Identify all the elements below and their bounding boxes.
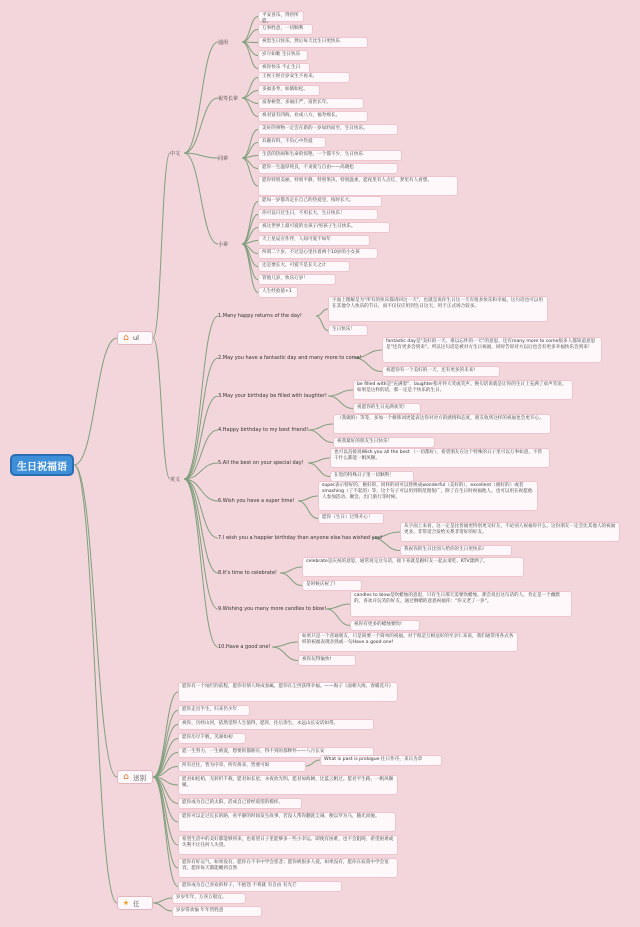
connector-line (184, 479, 218, 609)
list-item: 我祝你的生日比别人给你的生日更快乐! (400, 545, 512, 556)
connector-line (242, 158, 258, 186)
list-item: 祝你有更多的蜡烛要吹! (350, 620, 420, 631)
connector-line (272, 647, 298, 661)
list-item: 美好的事物一定会在新的一岁如约而至，生日快乐。 (258, 124, 398, 135)
group-label[interactable]: 祝寿长辈 (218, 96, 239, 102)
list-item: 愿君如松柏，无转折千载，愿君如长星，永夜放光明。愿君如海阔，比蓝云帆过。愿君平生路，一帆风顺履。 (178, 775, 398, 795)
list-item: 所谓二十岁，不过是心里住着两个10岁的小女孩 (258, 248, 378, 259)
list-item: 愿你有好运气，如果没有，愿你在不幸中学会慈悲；愿你被很多人爱，如果没有，愿你在寂寞中学会宽容，愿你每天都能睡到自然 (178, 858, 398, 878)
branch-ren[interactable] (117, 896, 153, 910)
connector-line (326, 609, 350, 626)
connector-line (153, 777, 178, 887)
list-item: fantastic day是"美好的一天、难以忘怀的一天"的意思，还有many more to come很多人都知道意思是"还有更多会到来"。所以这句话是被对方生日祝福，同时告诉对方以后也会有更多幸福快乐会到来！ (382, 337, 602, 363)
connector-line (153, 898, 172, 903)
connector-line (316, 316, 328, 331)
list-item: 富春树萱，多福庄严，富贵长年。 (258, 98, 364, 109)
connector-line (74, 338, 117, 465)
list-item: 天上星辰应作伴，人间可爱不如年 (258, 235, 370, 246)
list-item: 生日快乐！ (328, 325, 368, 336)
list-item: 愿你可以走过长长的路，看平静的时间发生故事，若没人帮你翻洗尘闹，便以罗为马，随光而驰。 (178, 812, 396, 832)
connector-line (153, 903, 172, 911)
connector-line (280, 573, 302, 586)
connector-line (153, 777, 178, 822)
branch-ul[interactable] (117, 331, 153, 345)
connector-line (280, 567, 302, 573)
connector-line (242, 17, 258, 43)
connector-line (184, 98, 218, 153)
list-item: 祝君富有四海，业成八方，福寿绵长。 (258, 111, 368, 122)
list-item: 祝你，历经山河，依然觉得人生值得，愿你，往后余生，永远山长安话如常。 (178, 719, 374, 730)
list-item: 愿每一岁都奔走在自己的热爱里，按时长大。 (258, 196, 382, 207)
list-item: 祝愿你有一个美好的一天，还有更多的未来! (382, 366, 500, 377)
connector-line (242, 244, 258, 293)
list-item: 愿你成为自己的太阳，活成自己曾经渴望的模样。 (178, 798, 302, 809)
branch-label: 送别 (133, 773, 146, 782)
list-item: 希望生活中的美好都能够到来，也希望日子里能够多一些小幸运。即使有困难，也不会阻碍，希望困难或失利不让任何人失望。 (178, 835, 398, 855)
connector-line (184, 358, 218, 479)
list-item: 所有过往，皆为序章，所有将来，皆要可盼 (178, 761, 306, 772)
list-item: celebrate是庆祝的意思，通常说完这句话，接下来就是跟好友一起去请吃、KTV潇洒了。 (302, 557, 524, 577)
connector-line (242, 202, 258, 245)
connector-line (308, 463, 330, 477)
group-label[interactable]: 8.It's time to celebrate! (218, 570, 277, 576)
connector-line (308, 424, 333, 430)
connector-line (74, 465, 117, 903)
group-label[interactable]: 小辈 (218, 242, 229, 248)
group-label[interactable]: 7.I wish you a happier birthday than anyone else has wished you! (218, 535, 383, 541)
list-item: 管他几岁，快乐万岁！ (258, 274, 336, 285)
note-item: What is past is prologue 往日作序，来日为章 (320, 755, 442, 766)
list-item: 平安喜乐，得偿所愿。 (258, 11, 304, 22)
list-item: 也可以直接说Wish you all the best （一切都好），希望朋友在这个特殊的日子里可以万事如意，不管干什么都能一帆风顺。 (330, 448, 550, 468)
connector-line (184, 479, 218, 647)
connector-line (184, 479, 218, 538)
connector-line (306, 760, 320, 766)
connector-line (153, 338, 170, 479)
star-icon: ★ (122, 899, 130, 907)
connector-line (328, 396, 353, 409)
group-label[interactable]: 1.Many happy returns of the day! (218, 313, 302, 319)
list-item: 你可以只过生日，不用长大，生日快乐！ (258, 209, 378, 220)
list-item: 万事胜意，一切顺利 (258, 24, 313, 35)
connector-line (184, 42, 218, 153)
connector-line (242, 215, 258, 245)
list-item: super表示特好的、极好的，同样的词可以替换成wonderful（美好的），excellent（极好的）或者smashing（了不起的）等，这个句子可以用到的范围很广，除了在生日时祝福他人，也可以用在祝愿他人参加活动、聚会、出门旅行等时候。 (318, 481, 538, 511)
sub-branch-zhongwen[interactable]: 中文 (170, 151, 181, 157)
connector-line (184, 396, 218, 479)
sub-branch-yingwen[interactable]: 英文 (170, 477, 181, 483)
connector-line (242, 42, 258, 56)
list-item: 愿你（生日）过得开心！ (318, 513, 384, 524)
house-icon: ⌂ (123, 772, 129, 782)
list-item: 王侯王侯百岁安生不再来。 (258, 72, 350, 83)
connector-line (153, 153, 170, 338)
list-item: 岁岁年年，万喜万般宜。 (172, 893, 246, 904)
list-item: 字面上理解是为"所有的快乐都请回这一天"，也就是说你生日这一天有很多快乐和幸福。这句话也可以用在其他令人快乐的节日，而不仅仅应用到生日这天。用于正式场合较多。 (328, 296, 548, 322)
list-item: 愿你历尽千帆，笑颜如初 (178, 733, 246, 744)
connector-line (242, 30, 258, 43)
list-item: 愿你成为自己喜欢的样子，不抱怨 不将就 有自由 有光芒 (178, 881, 342, 892)
connector-line (308, 458, 330, 463)
root-node[interactable]: 生日祝福语 (10, 454, 74, 476)
house-icon: ⌂ (123, 333, 129, 343)
list-item: 多福多寿，如鹤如松。 (258, 85, 320, 96)
list-item: 愿你特别美丽，特别平静，特别果决，特别温柔，愿夜里有人点灯，梦里有人看想。 (258, 176, 458, 196)
list-item: 从字面上来看，这一定是比普通更特别更交好友，不论别人祝福你什么，这份朋友一定会比其他人的祝福更多。非常适合发给关系非常好的好友。 (400, 522, 620, 542)
list-item: 人生经验值+1 (258, 287, 298, 298)
connector-line (74, 465, 117, 777)
list-item: 还是要长大，可爱不是长久之计 (258, 261, 350, 272)
list-item: 是时候庆祝了! (302, 580, 362, 591)
branch-label: ul (133, 334, 139, 342)
list-item: 如果只是一个普通朋友，只是简要一个简单的祝福。对于很是互相送好的至亲仁来说，我们通常用各式各样的祝福表现亲熟或一句Have a good one! (298, 632, 518, 652)
group-label[interactable]: 3.May your birthday be filled with laughter! (218, 393, 327, 399)
list-item: 愿一生努力，一生被爱，想要的都拥有，得不到的都释怀——八月长安 (178, 747, 374, 758)
group-label[interactable]: 10.Have a good one! (218, 644, 271, 650)
list-item: 祝愿你的生日充满欢笑! (353, 403, 421, 414)
list-item: 祝您生日快乐，然后每天比生日更快乐 (258, 37, 368, 48)
list-item: 愿你有一个灿烂的前程，愿你有情人终成眷属，愿你在尘世获得幸福。——海子《面朝大海，春暖花开》 (178, 682, 398, 702)
group-label[interactable]: 同辈 (218, 156, 229, 162)
branch-label: 任 (133, 899, 140, 908)
connector-line (298, 501, 318, 519)
group-label[interactable]: 2.May you have a fantastic day and many more to come! (218, 355, 362, 361)
connector-line (308, 430, 333, 443)
list-item: 祝我最好的朋友生日快乐！ (333, 437, 435, 448)
list-item: 祝这世界上最可爱的女孩子/男孩子生日快乐。 (258, 222, 390, 233)
list-item: 祝你快乐 不止生日 (258, 63, 310, 74)
connector-line (272, 642, 298, 647)
list-item: 在您的特殊日子里一切顺利！ (330, 471, 414, 482)
group-label[interactable]: 6.Wish you have a super time! (218, 498, 295, 504)
list-item: candles to blow是吹蜡烛的意思，只有生日那天需要吹蜡烛，那会说出这句话的人，肯定是一个幽默的，喜欢开玩笑的好友。通过倒蜡的意思祝福你："你又老了一岁"。 (350, 591, 572, 617)
list-item: 愿你走出半生，归来仍少年 (178, 705, 250, 716)
group-label[interactable]: 5.All the best on your special day! (218, 460, 304, 466)
group-label[interactable]: 通用 (218, 40, 229, 46)
list-item: 岁岁常欢愉 年年皆胜意 (172, 906, 262, 917)
connector-line (298, 496, 318, 501)
branch-songbie[interactable] (117, 770, 153, 784)
connector-line (316, 309, 328, 316)
group-label[interactable]: 4.Happy birthday to my best friend! (218, 427, 309, 433)
list-item: （我做的）等等，多加一个修饰词更能表达你对对方的感情和态度，朋友收到这样的祝福也会更开心。 (333, 414, 551, 434)
connector-line (328, 390, 353, 396)
list-item: 有趣有料，不负心中热爱 (258, 137, 326, 148)
connector-line (184, 153, 218, 244)
connector-line (326, 604, 350, 609)
list-item: be filled with是"充满着"，laughter指开怀大笑或笑声。换句话说就是让你的生日上充满了欢声笑语。如果是这样的话，那一定是个快乐的生日。 (353, 380, 573, 400)
list-item: 岁月如歌 生日快乐 (258, 50, 308, 61)
list-item: 祝你玩得愉快! (298, 655, 356, 666)
group-label[interactable]: 9.Wishing you many more candles to blow! (218, 606, 327, 612)
list-item: 愿你一生温厚纯良，不贪爱与自由——高晓松 (258, 163, 398, 174)
list-item: 生活的热闹和生命的惊艳，一个都不少，生日快乐 (258, 150, 402, 161)
